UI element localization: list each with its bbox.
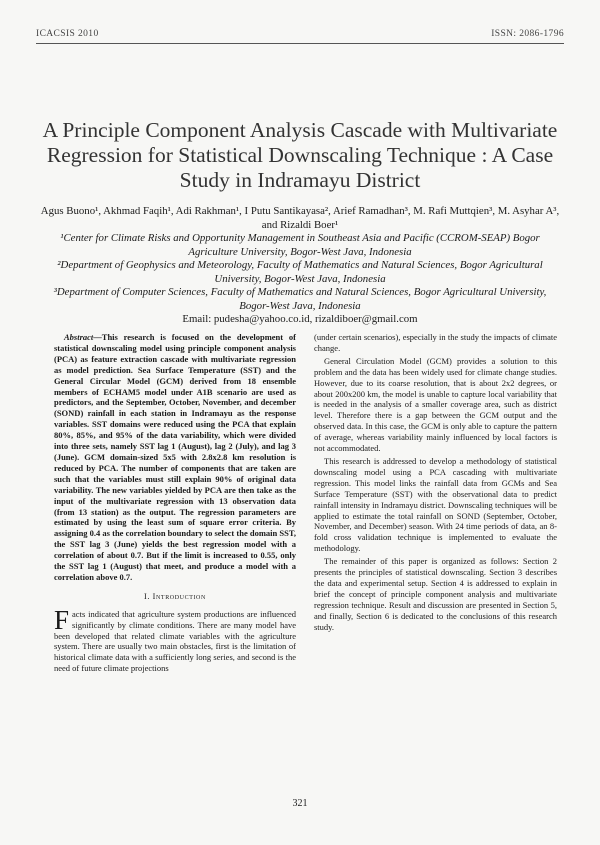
intro-paragraph-1 [54, 604, 296, 674]
left-column [54, 332, 296, 674]
intro-paragraph-3: General Circulation Model (GCM) provides a solution to this problem and the data has been widely used for climate change studies. However, due to its coarse resolution, that is about 2x2 degrees, or about 200x200 km, the model is unable to capture local variability that is needed in the analysis of a smaller coverage area, such as district level. Therefore there is a gap between the GCM output and the observed data. In this case, the GCM is only able to capture the pattern of average, whereas variability mainly influenced by local factors is not accommodated. [314, 355, 557, 454]
author-names: Agus Buono¹, Akhmad Faqih¹, Adi Rakhman¹, I Putu Santikayasa², Arief Ramadhan³, M. Rafi Muttqien³, M. Asyhar A³, and Rizaldi Boer¹ [40, 205, 560, 231]
right-column [314, 332, 557, 632]
drop-cap: F [54, 604, 70, 635]
intro-paragraph-1-text: acts indicated that agriculture system productions are influenced significantly by climate conditions. There are many model have been developed that related climate variables with the agriculture system. There are usually two main obstacles, first is the limitation of historical climate data with a sufficiently long series, and second is the need of future climate projections [54, 608, 296, 674]
abstract-text: —This research is focused on the development of statistical downscaling model using principle component analysis (PCA) as feature extraction cascade with multivariate regression as model prediction. Sea Surface Temperature (SST) and the General Circular Model (GCM) derived from 18 ensemble members of ECHAM5 model under A1B scenario are used as predictors, and the September, October, November, and december (SOND) rainfall in each station in Indramayu as the response variables. SST domains were reduced using the PCA that explain 80%, 85%, and 95% of the data variability, which were divided into three sets, namely SST lag 1 (August), lag 2 (July), and lag 3 (June). GCM domain-sized 5x5 with 2.8x2.8 km resolution is reduced by PCA. The number of components that are taken are such that the variables must still explain 90% of original data variability. The new variables yielded by PCA are then take as the input of the multivariate regression with 13 observation data (from 13 station) as the output. The regression parameters are estimated by using the least sum of square error criteria. By assigning 0.4 as the correlation boundary to select the domain SST, the SST lag 3 (June) yields the best regression model with a correlation of about 0.7. But if the limit is increased to 0.55, only the SST lag 1 (August) that meet, and produce a model with a correlation above 0.7. [54, 332, 296, 582]
conference-name: ICACSIS 2010 [36, 29, 99, 39]
section-heading-introduction: I. Introduction [144, 591, 206, 601]
intro-paragraph-2: (under certain scenarios), especially in the study the impacts of climate change. [314, 332, 557, 353]
issn-label: ISSN: 2086-1796 [491, 29, 564, 39]
affiliation-3: ³Department of Computer Sciences, Faculty of Mathematics and Natural Sciences, Bogor Agricultural University, Bogor-West Java, Indonesia [53, 286, 547, 312]
affiliation-2: ²Department of Geophysics and Meteorology, Faculty of Mathematics and Natural Sciences, Bogor Agricultural University, Bogor-West Java, Indonesia [57, 259, 543, 285]
abstract-lead: Abstract [64, 332, 94, 342]
intro-paragraph-5: The remainder of this paper is organized as follows: Section 2 presents the principles of statistical downscaling. Section 3 describes the data and experimental setup. Section 4 is addressed to explain in brief the concept of principle component analysis and multivariate regression technique. Result and discussion are presented in Section 5, and finally, Section 6 is dedicated to the conclusions of this research study. [314, 556, 557, 632]
header-rule [36, 43, 564, 44]
abstract [54, 332, 296, 583]
affiliation-1: ¹Center for Climate Risks and Opportunity Management in Southeast Asia and Pacific (CCROM-SEAP) Bogor Agriculture University, Bogor-West Java, Indonesia [60, 232, 540, 258]
intro-paragraph-4: This research is addressed to develop a methodology of statistical downscaling model using a PCA cascading with multivariate regression. This model links the rainfall data from GCMs and Sea Surface Temperature (SST) with the observational data to predict rainfall intensity in Indramayu district. Downscaling techniques will be applied to estimate the total rainfall on SOND (September, October, November, and December) season. With 24 time periods of data, an 8-fold cross validation technique is implemented to evaluate the methodology. [314, 455, 557, 554]
author-block [40, 205, 560, 327]
paper-title: A Principle Component Analysis Cascade with Multivariate Regression for Statistical Downscaling Technique : A Case Study in Indramayu District [42, 118, 558, 192]
author-email: Email: pudesha@yahoo.co.id, rizaldiboer@gmail.com [182, 313, 418, 325]
page-number: 321 [292, 798, 308, 809]
